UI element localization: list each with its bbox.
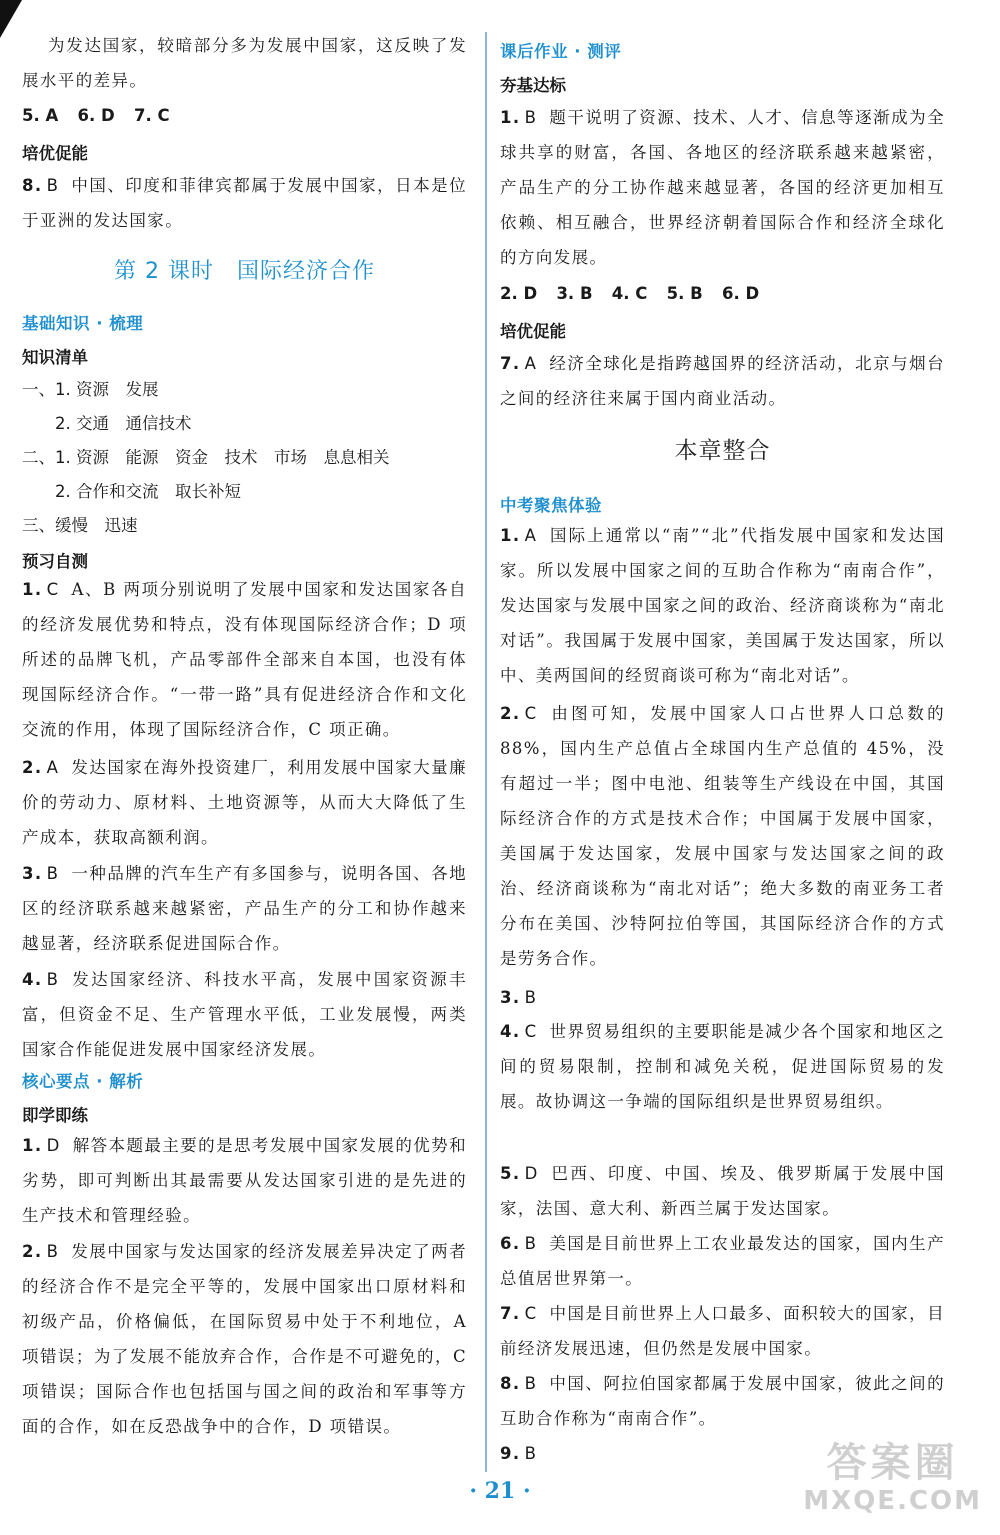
q-number: 4. bbox=[500, 1022, 521, 1041]
q-number: 8. bbox=[22, 176, 43, 195]
q-answer: D bbox=[524, 1164, 539, 1183]
practice-q1 bbox=[22, 1128, 467, 1233]
section-basic-knowledge: 基础知识 · 梳理 bbox=[22, 314, 144, 333]
homework-q7 bbox=[500, 346, 945, 416]
q-answer: B bbox=[524, 1374, 538, 1393]
q-number: 7. bbox=[500, 1304, 521, 1323]
knowledge-list-label: 知识清单 bbox=[22, 348, 88, 367]
q-explanation: 发达国家经济、科技水平高，发展中国家资源丰富，但资金不足、生产管理水平低，工业发展慢，两类国家合作能促进发展中国家经济发展。 bbox=[22, 970, 467, 1059]
q-answer: C bbox=[46, 580, 60, 599]
improve-label: 培优促能 bbox=[500, 322, 566, 341]
q-number: 8. bbox=[500, 1374, 521, 1393]
answer-7: 7. C bbox=[133, 106, 170, 125]
q-answer: B bbox=[524, 108, 538, 127]
q-explanation: 由图可知，发展中国家人口占世界人口总数的 88%，国内生产总值占全球国内生产总值的 45%，没有超过一半；图中电池、组装等生产线设在中国，其国际经济合作的方式是技术合作；中国属于发展中国家，美国属于发达国家，发展中国家与发达国家之间的政治、经济商谈称为“南北对话”；绝大多数的南亚务工者分布在美国、沙特阿拉伯等国，其国际经济合作的方式是劳务合作。 bbox=[500, 704, 945, 968]
q-answer: B bbox=[524, 988, 538, 1007]
practice-label: 即学即练 bbox=[22, 1106, 88, 1125]
q-number: 6. bbox=[500, 1234, 521, 1253]
q-answer: A bbox=[46, 758, 60, 777]
q-number: 2. bbox=[22, 1242, 43, 1261]
preview-q2 bbox=[22, 750, 467, 855]
site-watermark-logo bbox=[803, 1440, 982, 1516]
q-number: 2. bbox=[22, 758, 43, 777]
exam-q3 bbox=[500, 980, 945, 1015]
intro-paragraph-block bbox=[22, 28, 467, 98]
intro-answers bbox=[22, 98, 184, 133]
q-answer: A bbox=[524, 526, 538, 545]
knowledge-line-3: 二、1. 资源 能源 资金 技术 市场 息息相关 bbox=[22, 448, 390, 467]
q-explanation: A、B 两项分别说明了发展中国家和发达国家各自的经济发展优势和特点，没有体现国际经济合作；D 项所述的品牌飞机，产品零部件全部来自本国，也没有体现国际经济合作。“一带一路”具有促进经济合作和文化交流的作用，体现了国际经济合作，C 项正确。 bbox=[22, 580, 467, 739]
chapter-title: 本章整合 bbox=[674, 438, 771, 464]
preview-q4 bbox=[22, 962, 467, 1067]
watermark-text-cn: 答案圈 bbox=[826, 1440, 959, 1486]
q-number: 7. bbox=[500, 354, 521, 373]
practice-q2 bbox=[22, 1234, 467, 1444]
answer-3: 3. B bbox=[556, 284, 593, 303]
q-explanation: 世界贸易组织的主要职能是减少各个国家和地区之间的贸易限制，控制和减免关税，促进国际贸易的发展。故协调这一争端的国际组织是世界贸易组织。 bbox=[500, 1022, 945, 1111]
answer-5: 5. B bbox=[666, 284, 703, 303]
q-answer: B bbox=[46, 970, 60, 989]
q-explanation: 美国是目前世界上工农业最发达的国家，国内生产总值居世界第一。 bbox=[500, 1234, 945, 1288]
answer-6: 6. D bbox=[77, 106, 115, 125]
page-corner-mark bbox=[0, 0, 22, 38]
q-explanation: 题干说明了资源、技术、人才、信息等逐渐成为全球共享的财富，各国、各地区的经济联系越来越紧密，产品生产的分工协作越来越显著，各国的经济更加相互依赖、相互融合，世界经济朝着国际合作和经济全球化的方向发展。 bbox=[500, 108, 945, 267]
preview-test-label: 预习自测 bbox=[22, 552, 88, 571]
q-answer: B bbox=[46, 1242, 60, 1261]
q-number: 1. bbox=[22, 1136, 43, 1155]
q-answer: A bbox=[524, 354, 538, 373]
section-exam-focus: 中考聚焦体验 bbox=[500, 496, 602, 515]
q-explanation: 一种品牌的汽车生产有多国参与，说明各国、各地区的经济联系越来越紧密，产品生产的分工和协作越来越显著，经济联系促进国际合作。 bbox=[22, 864, 467, 953]
basic-standard-label: 夯基达标 bbox=[500, 76, 566, 95]
q-explanation: 发展中国家与发达国家的经济发展差异决定了两者的经济合作不是完全平等的，发展中国家出口原材料和初级产品，价格偏低，在国际贸易中处于不利地位，A 项错误；为了发展不能放弃合作，合作是不可避免的，C 项错误；国际合作也包括国与国之间的政治和军事等方面的合作，如在反恐战争中的合作，D 项错误。 bbox=[22, 1242, 467, 1436]
q-number: 5. bbox=[500, 1164, 521, 1183]
q-answer: C bbox=[524, 1304, 538, 1323]
exam-q5 bbox=[500, 1156, 945, 1226]
exam-q7 bbox=[500, 1296, 945, 1366]
intro-q8 bbox=[22, 168, 467, 238]
knowledge-line-5: 三、缓慢 迅速 bbox=[22, 516, 138, 535]
section-core-points: 核心要点 · 解析 bbox=[22, 1072, 144, 1091]
q-number: 9. bbox=[500, 1444, 521, 1463]
q-number: 3. bbox=[22, 864, 43, 883]
q-number: 1. bbox=[500, 108, 521, 127]
knowledge-line-4: 2. 合作和交流 取长补短 bbox=[22, 482, 241, 501]
lesson-title: 第 2 课时 国际经济合作 bbox=[114, 259, 375, 284]
q-answer: B bbox=[524, 1234, 538, 1253]
q-number: 1. bbox=[22, 580, 43, 599]
knowledge-line-1: 一、1. 资源 发展 bbox=[22, 380, 159, 399]
q-explanation: 中国、阿拉伯国家都属于发展中国家，彼此之间的互助合作称为“南南合作”。 bbox=[500, 1374, 945, 1428]
q-answer: B bbox=[524, 1444, 538, 1463]
q-answer: C bbox=[524, 704, 538, 723]
q-explanation: 经济全球化是指跨越国界的经济活动，北京与烟台之间的经济往来属于国内商业活动。 bbox=[500, 354, 945, 408]
intro-improve-label: 培优促能 bbox=[22, 144, 88, 163]
answer-2: 2. D bbox=[500, 284, 538, 303]
exam-q4 bbox=[500, 1014, 945, 1119]
exam-q1 bbox=[500, 518, 945, 693]
homework-answers bbox=[500, 276, 773, 311]
q-explanation: 解答本题最主要的是思考发展中国家发展的优势和劣势，即可判断出其最需要从发达国家引进的是先进的生产技术和管理经验。 bbox=[22, 1136, 467, 1225]
exam-q8 bbox=[500, 1366, 945, 1436]
watermark-text-en: MXQE.COM bbox=[803, 1486, 982, 1516]
preview-q3 bbox=[22, 856, 467, 961]
column-divider bbox=[485, 32, 487, 1472]
preview-q1 bbox=[22, 572, 467, 747]
q-answer: B bbox=[46, 176, 60, 195]
q-explanation: 中国、印度和菲律宾都属于发展中国家，日本是位于亚洲的发达国家。 bbox=[22, 176, 467, 230]
knowledge-line-2: 2. 交通 通信技术 bbox=[22, 414, 192, 433]
answer-6: 6. D bbox=[721, 284, 760, 303]
page-number: · 21 · bbox=[469, 1478, 531, 1504]
exam-q6 bbox=[500, 1226, 945, 1296]
q-answer: C bbox=[524, 1022, 538, 1041]
q-number: 1. bbox=[500, 526, 521, 545]
q-explanation: 巴西、印度、中国、埃及、俄罗斯属于发展中国家，法国、意大利、新西兰属于发达国家。 bbox=[500, 1164, 945, 1218]
q-number: 2. bbox=[500, 704, 521, 723]
q-explanation: 国际上通常以“南”“北”代指发展中国家和发达国家。所以发展中国家之间的互助合作称为“南南合作”，发达国家与发展中国家之间的政治、经济商谈称为“南北对话”。我国属于发展中国家，美国属于发达国家，所以中、美两国间的经贸商谈可称为“南北对话”。 bbox=[500, 526, 945, 685]
homework-q1 bbox=[500, 100, 945, 275]
q-explanation: 发达国家在海外投资建厂，利用发展中国家大量廉价的劳动力、原材料、土地资源等，从而大大降低了生产成本，获取高额利润。 bbox=[22, 758, 467, 847]
q-answer: B bbox=[46, 864, 60, 883]
answer-4: 4. C bbox=[611, 284, 648, 303]
exam-q2 bbox=[500, 696, 945, 976]
q-answer: D bbox=[46, 1136, 61, 1155]
intro-paragraph: 为发达国家，较暗部分多为发展中国家，这反映了发展水平的差异。 bbox=[22, 36, 467, 90]
q-explanation: 中国是目前世界上人口最多、面积较大的国家，目前经济发展迅速，但仍然是发展中国家。 bbox=[500, 1304, 945, 1358]
q-number: 3. bbox=[500, 988, 521, 1007]
answer-5: 5. A bbox=[22, 106, 59, 125]
section-homework: 课后作业 · 测评 bbox=[500, 42, 622, 61]
q-number: 4. bbox=[22, 970, 43, 989]
